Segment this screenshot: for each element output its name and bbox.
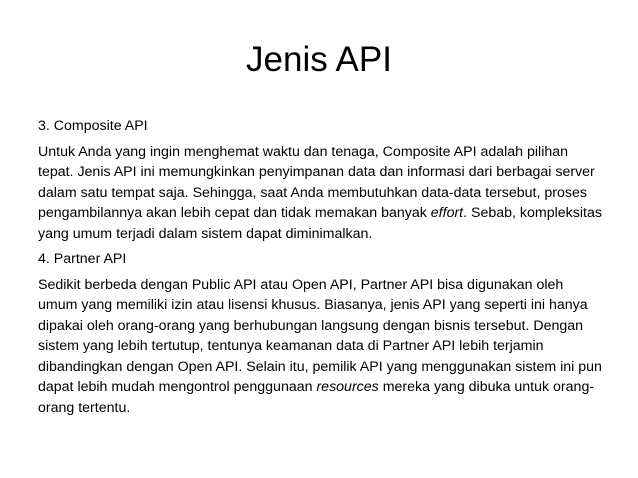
paragraph-text: Untuk Anda yang ingin menghemat waktu dan tenaga, Composite API adalah pilihan tepat. Jenis API ini memungkinkan penyimpanan data dan informasi dari berbagai server dalam satu tempat saja. Sehingga, saat Anda membutuhkan data-data tersebut, proses pengambilannya akan lebih cepat dan tidak memakan banyak [38, 143, 595, 221]
slide-body [38, 116, 606, 423]
section-heading-composite-api: 3. Composite API [38, 118, 148, 134]
slide-title: Jenis API [246, 40, 392, 79]
emphasis-text: resources [316, 379, 379, 395]
section-heading-partner-api: 4. Partner API [38, 251, 127, 267]
paragraph-text: mereka yang dibuka untuk orang-orang tertentu. [38, 379, 595, 416]
section-paragraph-composite-api [38, 142, 606, 245]
section-paragraph-partner-api [38, 275, 606, 419]
emphasis-text: effort [430, 205, 464, 221]
paragraph-text: . Sebab, kompleksitas yang umum terjadi dalam sistem dapat diminimalkan. [38, 205, 602, 242]
paragraph-text: Sedikit berbeda dengan Public API atau Open API, Partner API bisa digunakan oleh umum yang memiliki izin atau lisensi khusus. Biasanya, jenis API yang seperti ini hanya dipakai oleh orang-orang yang berhubungan langsung dengan bisnis tersebut. Dengan sistem yang lebih tertutup, tentunya keamanan data di Partner API lebih terjamin dibandingkan dengan Open API. Selain itu, pemilik API yang menggunakan sistem ini pun dapat lebih mudah mengontrol penggunaan [38, 276, 602, 395]
